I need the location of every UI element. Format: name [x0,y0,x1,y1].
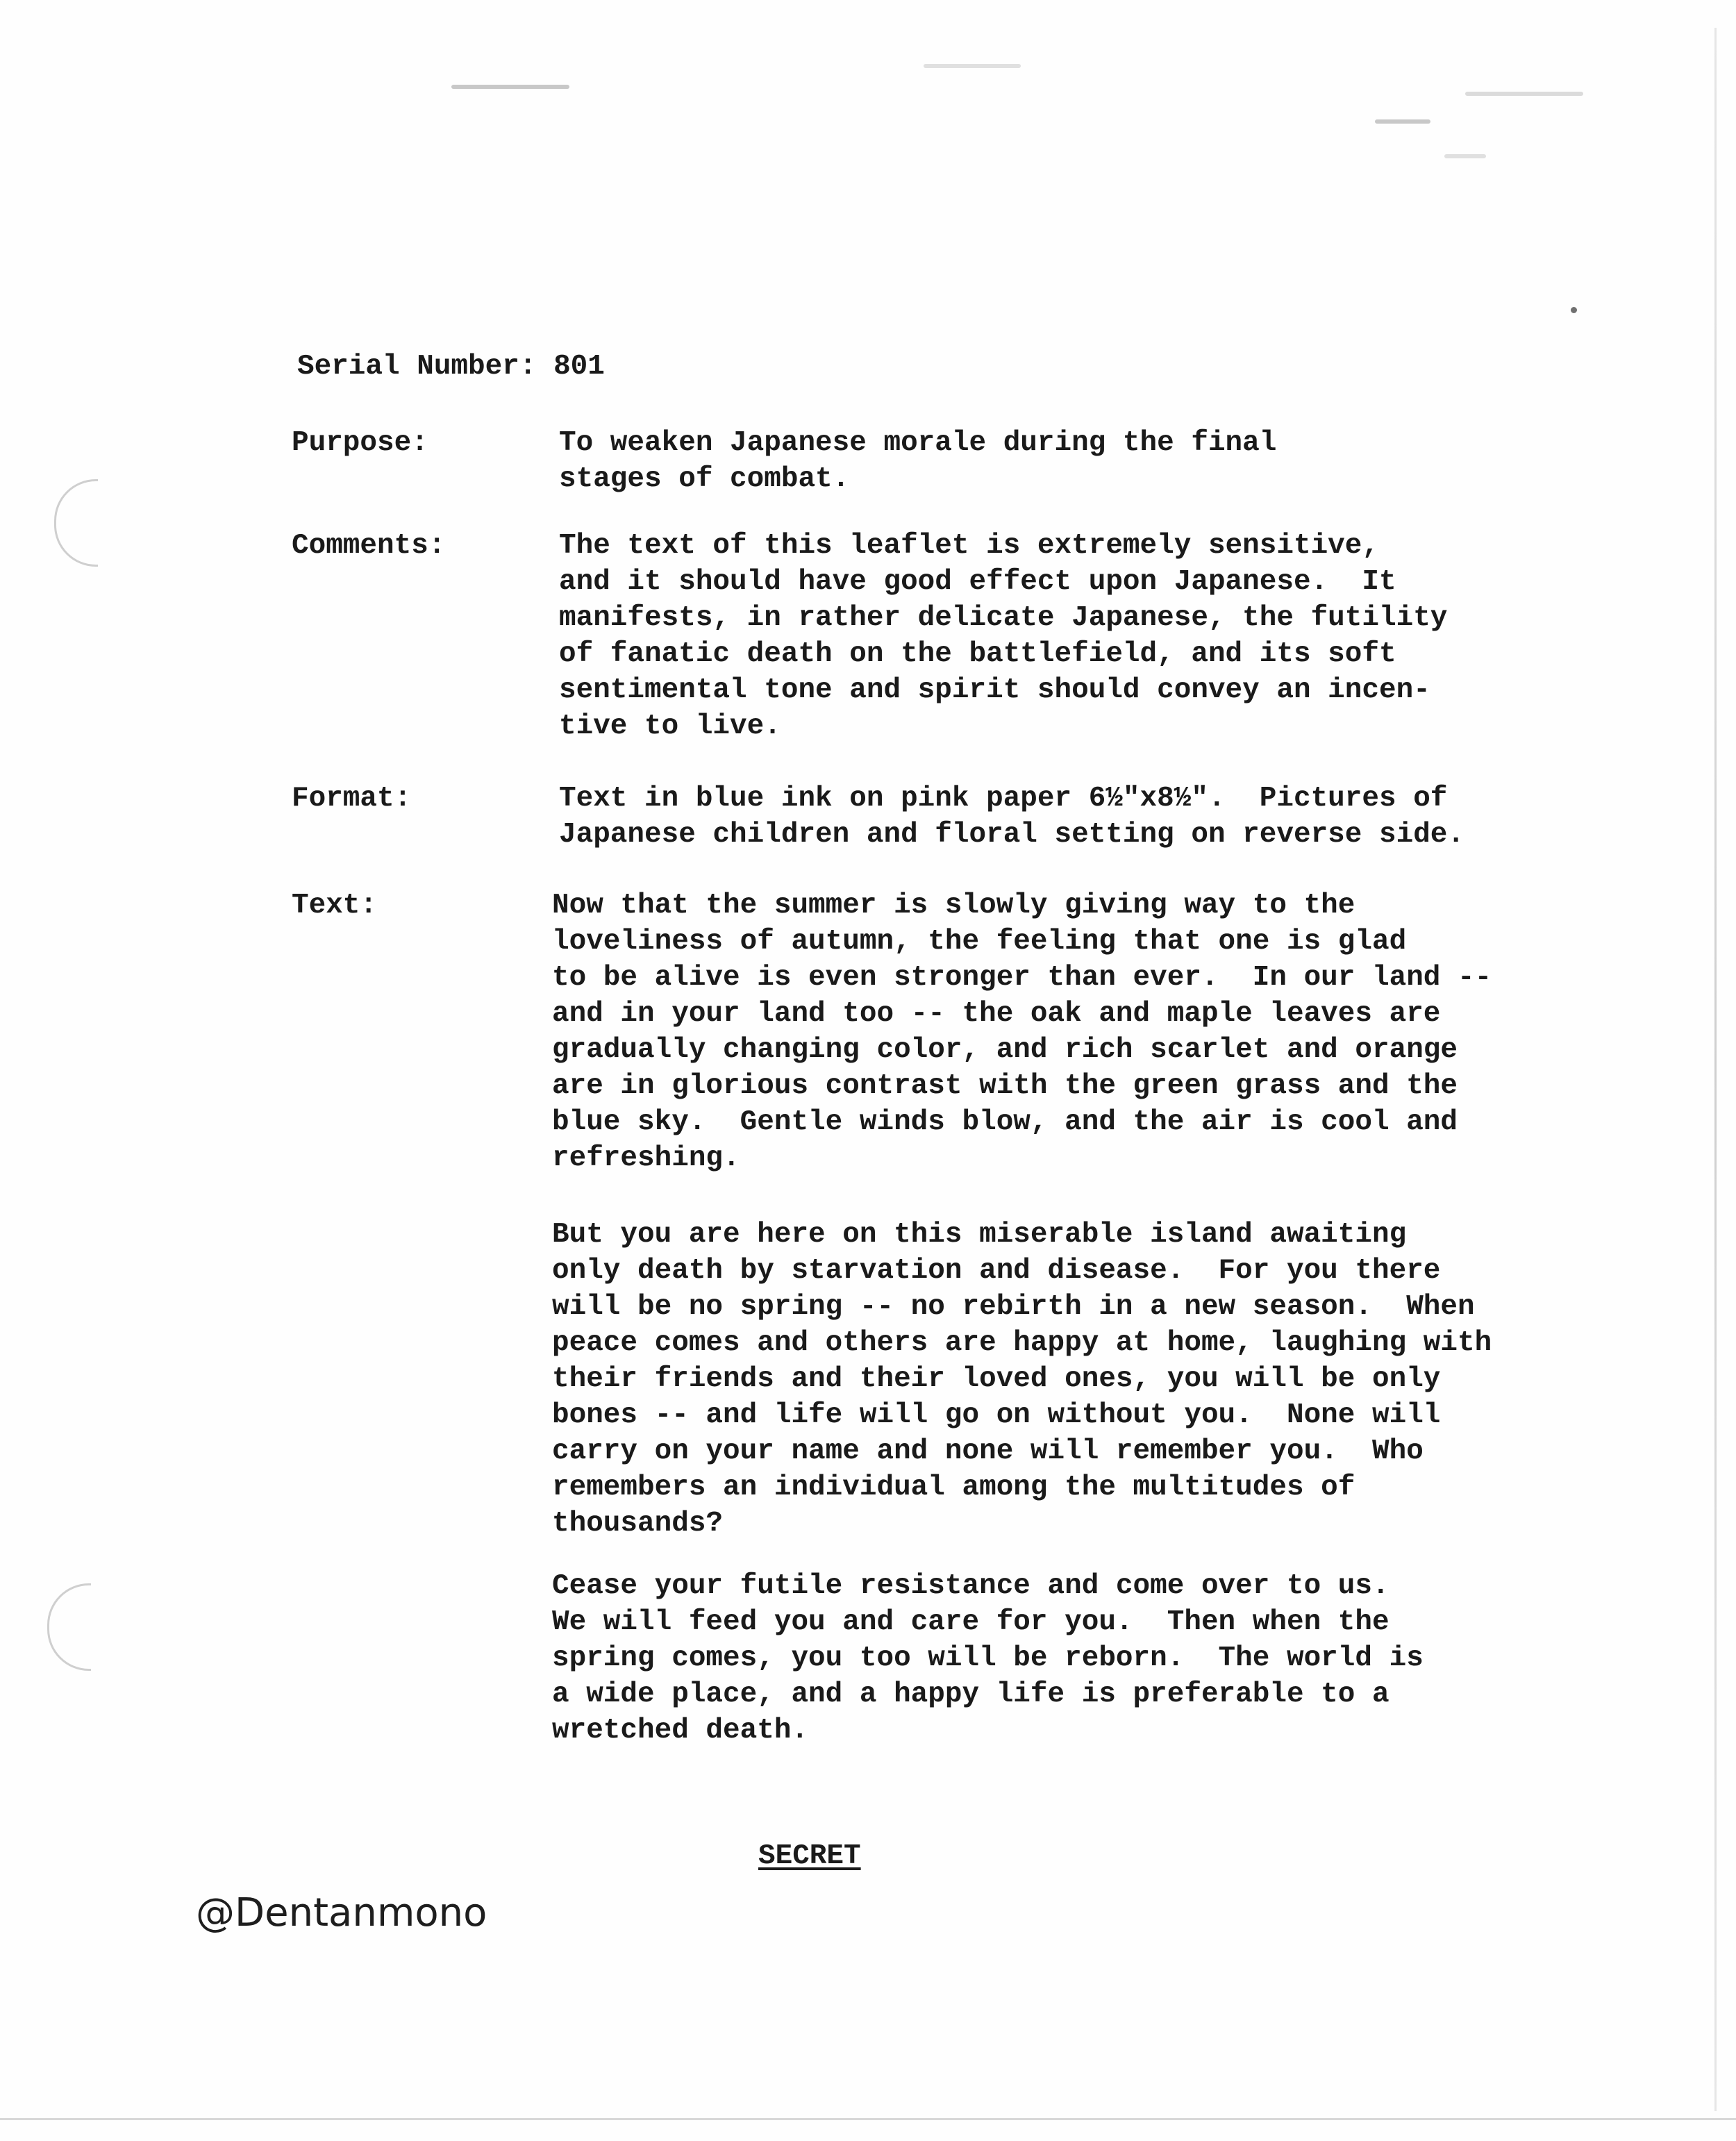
comments-row [292,528,1611,744]
text-label: Text: [292,890,378,922]
ink-smudge [451,85,569,89]
format-row [292,781,1611,853]
classification-marking: SECRET [758,1840,861,1872]
ink-smudge [1375,119,1430,124]
punch-hole-mark [54,479,98,567]
paper-edge [1714,28,1717,2111]
purpose-label: Purpose: [292,427,428,459]
ink-smudge [1444,154,1486,158]
serial-label: Serial Number: [297,351,537,383]
format-label: Format: [292,783,412,815]
leaflet-paragraph-2: But you are here on this miserable island awaiting only death by starvation and disease. For you there will be no spring -- no rebirth in a new season. When peace comes and others are happy at home, laughing with their friends and their loved ones, you will be only bones -- and life will go on without you. None will carry on your name and none will remember you. Who remembers an individual among the multitudes of thousands? [552,1219,1492,1540]
leaflet-paragraph-1: Now that the summer is slowly giving way to the loveliness of autumn, the feeling that one is glad to be alive is even stronger than ever. In our land -- and in your land too -- the oak and maple leaves are gradually changing color, and rich scarlet and orange are in glorious contrast with the green grass and the blue sky. Gentle winds blow, and the air is cool and refreshing. [552,890,1492,1174]
serial-number [297,349,605,385]
comments-label: Comments: [292,530,446,562]
paper-edge-bottom [0,2118,1736,2120]
leaflet-paragraph-3: Cease your futile resistance and come over to us. We will feed you and care for you. Then when the spring comes, you too will be reborn. The world is a wide place, and a happy life is preferable to a wretched death. [552,1570,1424,1747]
ink-smudge [924,64,1021,68]
watermark-handle: @Dentanmono [196,1890,487,1935]
comments-text: The text of this leaflet is extremely sensitive, and it should have good effect upon Japanese. It manifests, in rather delicate Japanese, the futility of fanatic death on the battlefield, and its soft sentimental tone and spirit should convey an incen- tive to live. [559,530,1448,742]
purpose-text: To weaken Japanese morale during the final stages of combat. [559,427,1277,495]
purpose-row [292,425,1611,497]
punch-hole-mark [47,1583,91,1671]
format-text: Text in blue ink on pink paper 6½"x8½". Pictures of Japanese children and floral setting on reverse side. [559,783,1465,851]
serial-value: 801 [553,351,605,383]
ink-dot [1571,307,1577,313]
ink-smudge [1465,92,1583,96]
